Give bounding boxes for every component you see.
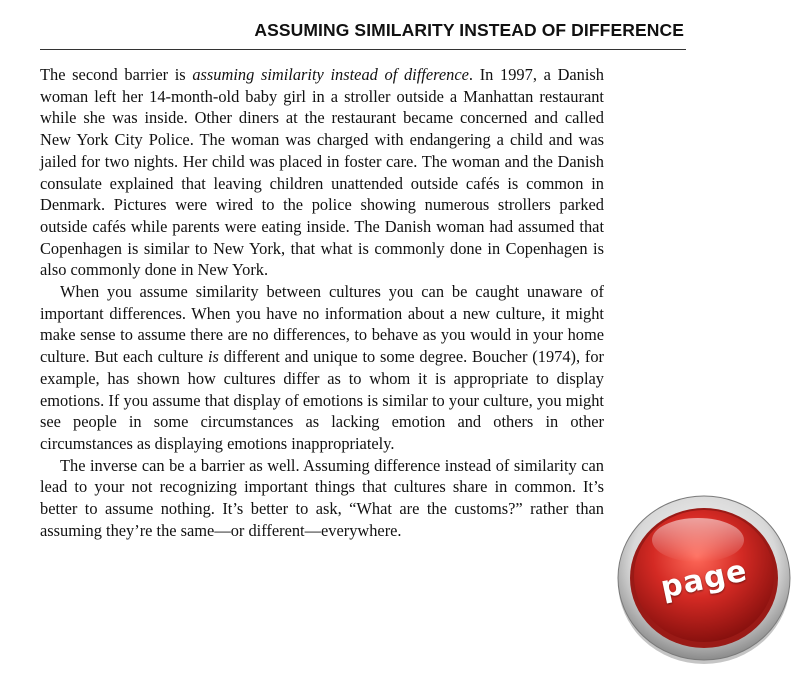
paragraph-1-emphasis: assuming similarity instead of difference — [192, 65, 469, 84]
paragraph-3 — [40, 455, 604, 542]
page-button-icon — [612, 490, 796, 668]
paragraph-1 — [40, 64, 604, 281]
paragraph-2 — [40, 281, 604, 455]
section-title: ASSUMING SIMILARITY INSTEAD OF DIFFERENCE — [254, 20, 684, 40]
paragraph-1-before: The second barrier is — [40, 65, 193, 84]
paragraph-1-after: . In 1997, a Danish woman left her 14-month-old baby girl in a stroller outside a Manhattan restaurant while she was inside. Other diners at the restaurant became concerned and called New York City Police. The woman was charged with endangering a child and was jailed for two nights. Her child was placed in foster care. The woman and the Danish consulate explained that leaving children unattended outside cafés is common in Denmark. Pictures were wired to the police showing numerous strollers parked outside cafés while parents were eating inside. The Danish woman had assumed that Copenhagen is similar to New York, that what is commonly done in Copenhagen is also commonly done in New York. — [40, 65, 605, 280]
paragraph-3-before: The inverse can be a barrier as well. Assuming difference instead of similarity can lead to your not recognizing important things that cultures share in common. It’s better to assume nothing. It’s better to ask, “What are the customs?” rather than assuming they’re the same—or different—everywhere. — [40, 455, 604, 540]
paragraph-2-before: When you assume similarity between cultures you can be caught unaware of important differences. When you have no information about a new culture, it might make sense to assume there are no differences, to behave as you would in your home culture. But each culture — [40, 282, 604, 367]
page-button-label: page — [657, 552, 751, 606]
paragraph-2-emphasis: is — [207, 347, 219, 367]
body-text — [40, 64, 604, 541]
paragraph-2-after: different and unique to some degree. Boucher (1974), for example, has shown how cultures differ as to whom it is appropriate to display emotions. If you assume that display of emotions is similar to your culture, you might see people in some circumstances as lacking emotion and others in other circumstances as displaying emotions inappropriately. — [40, 347, 604, 453]
page-header — [40, 18, 686, 50]
page-button[interactable] — [612, 490, 796, 668]
